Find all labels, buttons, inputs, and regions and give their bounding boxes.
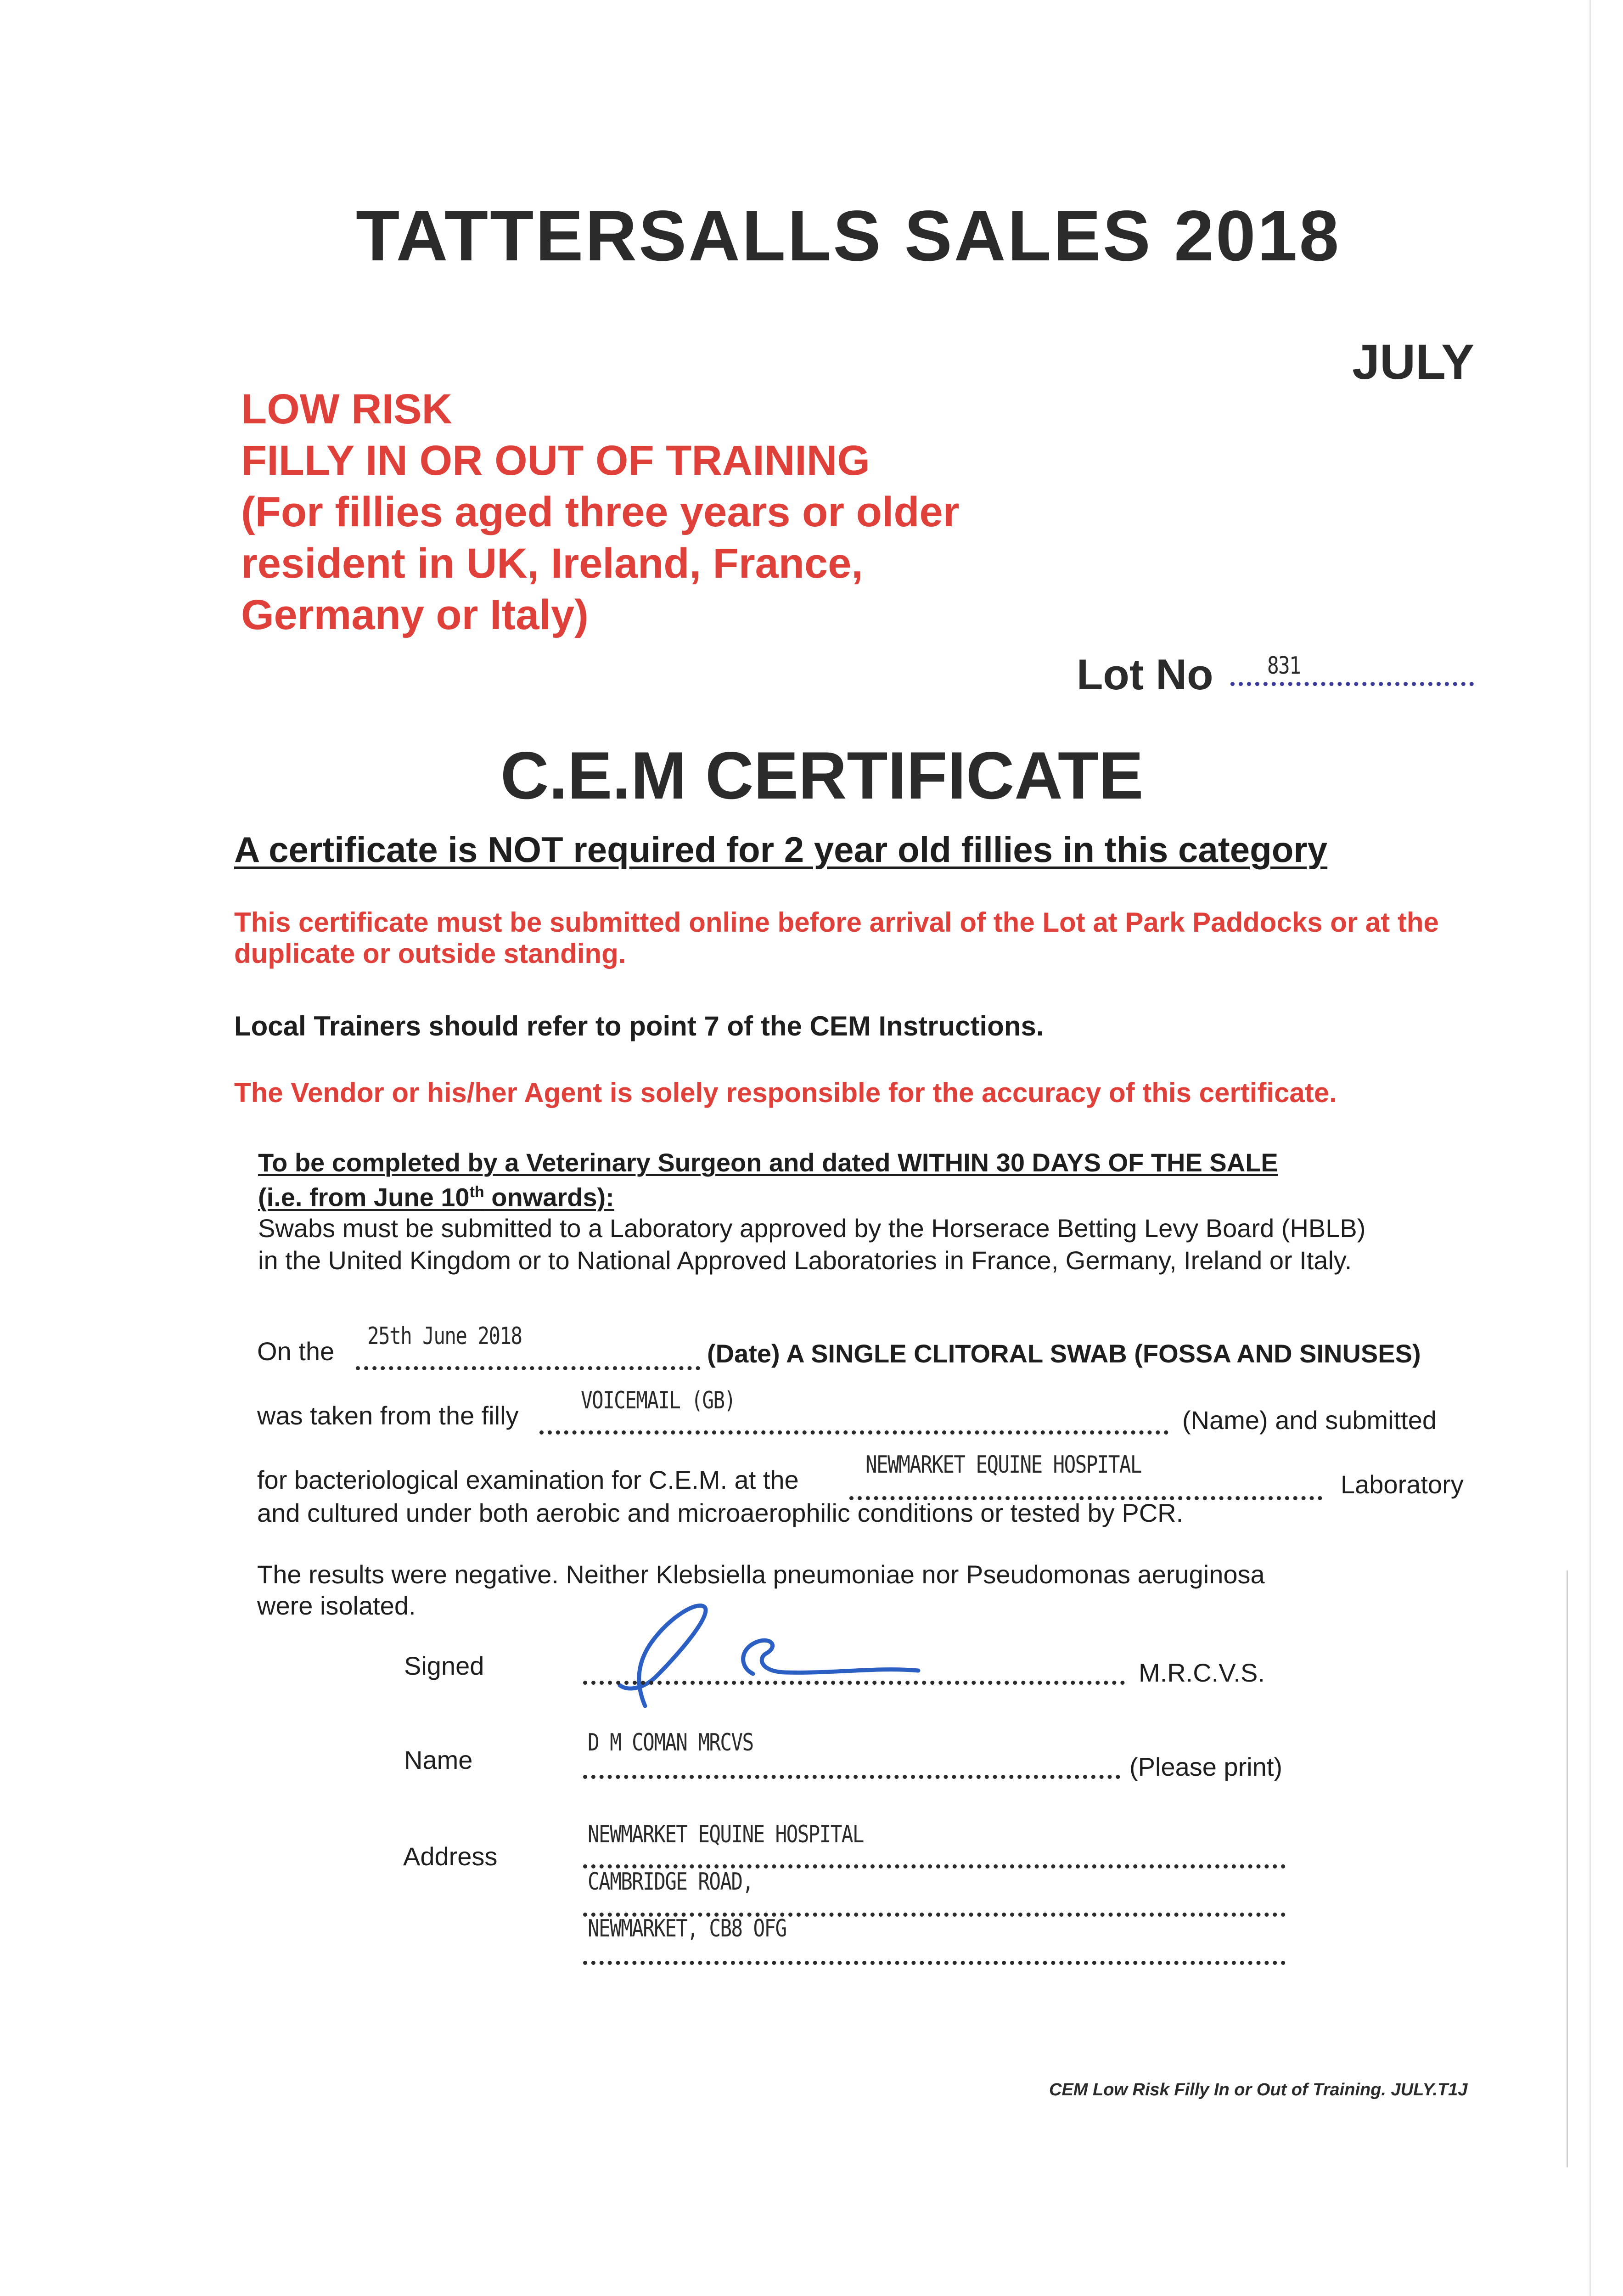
certificate-title: C.E.M CERTIFICATE (500, 738, 1144, 813)
vet-signature (601, 1598, 932, 1713)
category-line: LOW RISK (241, 386, 452, 433)
results-line: The results were negative. Neither Klebsiella pneumoniae nor Pseudomonas aeruginosa (257, 1560, 1265, 1589)
name-label: Name (404, 1745, 473, 1774)
footer-reference: CEM Low Risk Filly In or Out of Training. JULY.T1J (1049, 2080, 1468, 2099)
lot-label: Lot No (1077, 650, 1213, 698)
laboratory-field[interactable]: NEWMARKET EQUINE HOSPITAL (865, 1451, 1141, 1479)
culture-conditions: and cultured under both aerobic and microaerophilic conditions or tested by PCR. (257, 1498, 1184, 1527)
swab-line: Swabs must be submitted to a Laboratory approved by the Horserace Betting Levy Board (HBLB) (258, 1214, 1366, 1243)
not-required-note: A certificate is NOT required for 2 year old fillies in this category (234, 829, 1328, 870)
address-line-1-field[interactable]: NEWMARKET EQUINE HOSPITAL (588, 1821, 864, 1848)
submit-note: This certificate must be submitted online before arrival of the Lot at Park Paddocks or at the duplicate or outside standing. (234, 907, 1439, 969)
page-title: TATTERSALLS SALES 2018 (356, 196, 1341, 276)
swab-description: (Date) A SINGLE CLITORAL SWAB (FOSSA AND SINUSES) (707, 1339, 1421, 1368)
vet-heading-text: (i.e. from June 10 (258, 1182, 470, 1212)
address-line-2-field[interactable]: CAMBRIDGE ROAD, (588, 1868, 753, 1896)
address-line-3-field[interactable]: NEWMARKET, CB8 OFG (588, 1915, 786, 1942)
ordinal-suffix: th (469, 1183, 484, 1201)
category-line: FILLY IN OR OUT OF TRAINING (241, 437, 870, 484)
please-print-label: (Please print) (1129, 1752, 1283, 1781)
bacteriological-label: for bacteriological examination for C.E.M. at the (257, 1465, 799, 1494)
signature-dotted-line (583, 1681, 1125, 1685)
filly-dotted-line (539, 1430, 1168, 1435)
mrcvs-label: M.R.C.V.S. (1139, 1658, 1265, 1687)
vet-heading-line (258, 1177, 614, 1212)
vet-heading-text: onwards): (484, 1182, 614, 1212)
laboratory-label: Laboratory (1341, 1470, 1464, 1499)
results-line: were isolated. (257, 1591, 416, 1620)
name-submitted-label: (Name) and submitted (1182, 1406, 1437, 1435)
local-trainers-note: Local Trainers should refer to point 7 of the CEM Instructions. (234, 1011, 1044, 1041)
swab-date-field[interactable]: 25th June 2018 (367, 1322, 522, 1350)
address-label: Address (403, 1842, 498, 1871)
lot-number: 831 (1267, 652, 1301, 680)
taken-from-label: was taken from the filly (257, 1401, 519, 1430)
vet-name-field[interactable]: D M COMAN MRCVS (588, 1729, 753, 1756)
category-line: resident in UK, Ireland, France, (241, 540, 863, 587)
vendor-note: The Vendor or his/her Agent is solely responsible for the accuracy of this certificate. (234, 1077, 1337, 1108)
scan-edge-shadow (1567, 1570, 1568, 2167)
lot-dotted-line (1230, 682, 1474, 686)
date-dotted-line (356, 1366, 700, 1370)
vet-heading (258, 1148, 1278, 1212)
scan-edge (1589, 0, 1591, 2296)
category-line: Germany or Italy) (241, 591, 589, 638)
on-the-label: On the (257, 1337, 335, 1366)
address-dotted-line (583, 1961, 1286, 1965)
signed-label: Signed (404, 1651, 484, 1680)
vet-heading-line: To be completed by a Veterinary Surgeon and dated WITHIN 30 DAYS OF THE SALE (258, 1148, 1278, 1177)
name-dotted-line (583, 1775, 1120, 1779)
category-block (241, 383, 1297, 641)
swab-instructions (258, 1212, 1365, 1277)
swab-line: in the United Kingdom or to National Approved Laboratories in France, Germany, Ireland or Italy. (258, 1246, 1352, 1275)
filly-name-field[interactable]: VOICEMAIL (GB) (581, 1387, 736, 1414)
sale-month: JULY (1352, 334, 1475, 389)
category-line: (For fillies aged three years or older (241, 489, 960, 535)
